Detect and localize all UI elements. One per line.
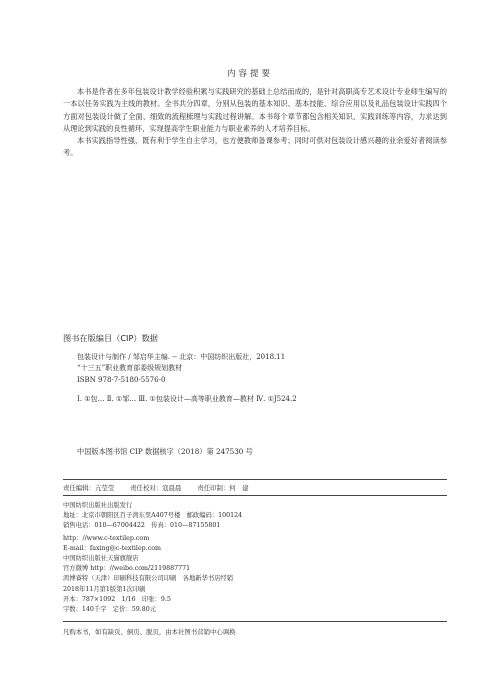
cip-record <box>63 352 447 406</box>
publisher-weibo: 官方微博 http：//weibo.com/2119887771 <box>63 565 191 573</box>
cip-line: ISBN 978-7-5180-5576-0 <box>77 375 166 384</box>
publisher-words-price: 字数：140千字 定价：59.80元 <box>63 606 157 614</box>
publisher-website: http：//www.c-textilep.com <box>63 534 150 542</box>
publisher-edition: 2018年11月第1版第1次印刷 <box>63 585 146 593</box>
publisher-address: 地址：北京市朝阳区百子湾东里A407号楼 邮政编码：100124 <box>63 512 243 520</box>
replacement-notice: 凡购本书，如有缺页、倒页、脱页，由本社图书营销中心调换 <box>63 628 236 636</box>
editors-line <box>63 483 447 492</box>
divider <box>63 621 447 622</box>
publisher-format: 开本：787×1092 1/16 印张：9.5 <box>63 595 171 603</box>
summary-paragraph: 本书实践指导性强，既有利于学生自主学习，也方便教师备课参考；同时可供对包装设计感兴趣的业余爱好者阅读参考。 <box>63 136 447 158</box>
cip-title: 图书在版编目（CIP）数据 <box>63 333 158 343</box>
publisher-store: 中国纺织出版社天猫旗舰店 <box>63 555 139 563</box>
summary-paragraph: 本书是作者在多年包装设计教学经验积累与实践研究的基础上总结而成的，是针对高职高专艺术设计专业师生编写的一本以任务实践为主线的教材。全书共分四章，分别从包装的基本知识、基本技能、综合应用以及礼品包装设计实践四个方面对包装设计做了全面、细致的流程梳理与实践过程讲解。本书每个章节都包含相关知识、实践训练等内容，力求达到从理论到实践的良性循环，实现提高学生职业能力与职业素养的人才培养目标。 <box>63 87 447 133</box>
publisher-info <box>63 501 447 615</box>
proofreader: 责任校对：寇晨晨 <box>130 484 182 492</box>
summary-title: 内容提要 <box>226 69 273 79</box>
summary-body <box>63 86 447 160</box>
publisher-phone: 销售电话：010—67004422 传真：010—87155801 <box>63 522 221 530</box>
publisher-printer: 鸿博睿特（天津）印刷科技有限公司印刷 各地新华书店经销 <box>63 575 234 583</box>
responsible-editor: 责任编辑：亢莹莹 <box>63 484 115 492</box>
divider <box>63 495 447 496</box>
publisher-name: 中国纺织出版社出版发行 <box>63 502 133 509</box>
cip-line: “十三五”职业教育部委级规划教材 <box>77 364 183 373</box>
cip-data-number: 中国版本图书馆 CIP 数据核字（2018）第 247530 号 <box>77 447 253 456</box>
cip-classification: Ⅰ. ①包… Ⅱ. ①邹… Ⅲ. ①包装设计—高等职业教育—教材 Ⅳ. ①J524.2 <box>77 395 297 404</box>
publisher-email: E-mail：faxing@c-textilep.com <box>63 544 161 552</box>
divider <box>63 479 447 480</box>
cip-line: 包装设计与制作 / 邹启华主编. -- 北京：中国纺织出版社，2018.11 <box>77 353 286 361</box>
print-supervisor: 责任印制：何 建 <box>197 484 249 492</box>
